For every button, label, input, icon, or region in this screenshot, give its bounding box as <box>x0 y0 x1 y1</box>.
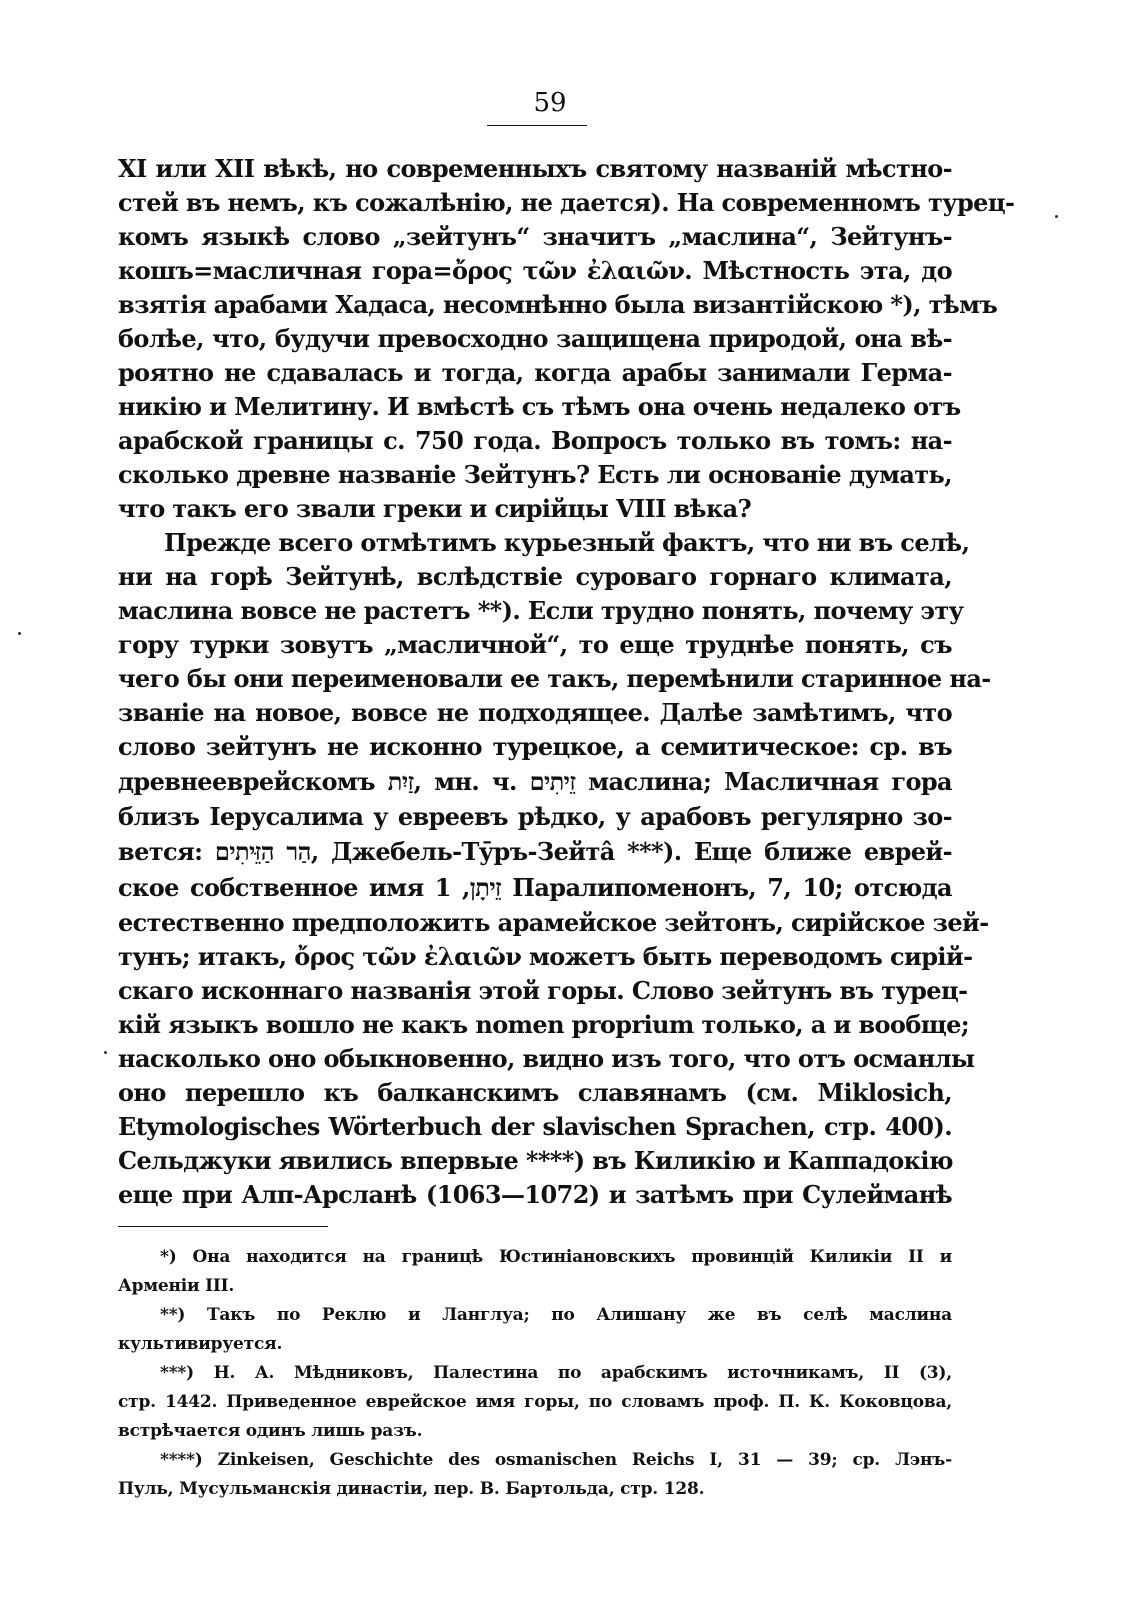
text-line: гору турки зовутъ „масличной“, то еще труднѣе понять, съ <box>118 630 952 659</box>
scan-speck <box>104 1051 107 1054</box>
text-line: чего бы они переименовали ее такъ, перемѣнили старинное на- <box>118 664 991 693</box>
text-line: насколько оно обыкновенно, видно изъ того, что отъ османлы <box>118 1044 975 1073</box>
scan-speck <box>18 632 21 635</box>
text-line: комъ языкѣ слово „зейтунъ“ значитъ „маслина“, Зейтунъ- <box>118 222 952 251</box>
text-line: маслина вовсе не растетъ **). Если трудно понять, почему эту <box>118 596 964 625</box>
page-number: 59 <box>533 88 567 118</box>
text-line-hebrew: вется: הַר הַזֵּיתִים, Джебель-Тӯръ-Зейтâ ***). Еще ближе еврей- <box>118 837 952 866</box>
footnote-3: ***) Н. А. Мѣдниковъ, Палестина по арабскимъ источникамъ, II (3), <box>160 1363 952 1383</box>
paragraph-end-line: что такъ его звали греки и сирійцы VIII вѣка? <box>118 494 752 523</box>
text-line: XI или XII вѣкѣ, но современныхъ святому названій мѣстно- <box>118 154 952 183</box>
text-line: роятно не сдавалась и тогда, когда арабы занимали Герма- <box>118 358 952 387</box>
footnote-3-cont: встрѣчается одинъ лишь разъ. <box>118 1421 423 1441</box>
footnote-3-cont: стр. 1442. Приведенное еврейское имя горы, по словамъ проф. П. К. Коковцова, <box>118 1392 952 1412</box>
text-line: оно перешло къ балканскимъ славянамъ (см. Miklosich, <box>118 1078 952 1107</box>
text-line: кій языкъ вошло не какъ nomen proprium только, а и вообще; <box>118 1010 970 1039</box>
scan-speck <box>1055 215 1058 218</box>
text-line-hebrew: ское собственное имя זֵיתָן, 1 Паралипоменонъ, 7, 10; отсюда <box>118 873 952 902</box>
text-line: естественно предположить арамейское зейтонъ, сирійское зей- <box>118 908 989 937</box>
text-line: болѣе, что, будучи превосходно защищена природой, она вѣ- <box>118 324 952 353</box>
text-line: близъ Іерусалима у евреевъ рѣдко, у арабовъ регулярно зо- <box>118 802 952 831</box>
text-line: скаго исконнаго названія этой горы. Слово зейтунъ въ турец- <box>118 976 968 1005</box>
text-line: кошъ=масличная гора=ὄρος τῶν ἐλαιῶν. Мѣстность эта, до <box>118 256 952 285</box>
footnote-1: *) Она находится на границѣ Юстиніановскихъ провинцій Киликіи II и <box>160 1247 952 1267</box>
text-line-hebrew: древнееврейскомъ זַיִת, мн. ч. זֵיתִים маслина; Масличная гора <box>118 767 952 796</box>
text-line: стей въ немъ, къ сожалѣнію, не дается). На современномъ турец- <box>118 188 1015 217</box>
text-line: слово зейтунъ не исконно турецкое, а семитическое: ср. въ <box>118 732 952 761</box>
text-line: Etymologisches Wörterbuch der slavischen Sprachen, стр. 400). <box>118 1112 952 1141</box>
footnote-4: ****) Zinkeisen, Geschichte des osmanischen Reichs I, 31 — 39; ср. Лэнъ- <box>160 1450 952 1470</box>
footnote-2: **) Такъ по Реклю и Ланглуа; по Алишану же въ селѣ маслина <box>160 1305 952 1325</box>
page-number-rule <box>487 125 587 126</box>
text-line: тунъ; итакъ, ὄρος τῶν ἐλαιῶν можетъ быть переводомъ сирій- <box>118 942 973 971</box>
text-line: сколько древне названіе Зейтунъ? Есть ли основаніе думать, <box>118 460 952 489</box>
text-line: никію и Мелитину. И вмѣстѣ съ тѣмъ она очень недалеко отъ <box>118 392 961 421</box>
text-line: еще при Алп-Арсланѣ (1063—1072) и затѣмъ при Сулейманѣ <box>118 1180 952 1209</box>
text-line: взятія арабами Хадаса, несомнѣнно была византійскою *), тѣмъ <box>118 290 998 319</box>
footnote-4-cont: Пуль, Мусульманскія династіи, пер. В. Бартольда, стр. 128. <box>118 1479 705 1499</box>
footnote-rule <box>118 1226 328 1227</box>
footnotes <box>118 1243 952 1504</box>
text-line: ни на горѣ Зейтунѣ, вслѣдствіе суроваго горнаго климата, <box>118 562 952 591</box>
paragraph-start-line: Прежде всего отмѣтимъ курьезный фактъ, что ни въ селѣ, <box>164 528 970 557</box>
footnote-2-cont: культивируется. <box>118 1334 283 1354</box>
text-line: Сельджуки явились впервые ****) въ Киликію и Каппадокію <box>118 1146 953 1175</box>
text-line: званіе на новое, вовсе не подходящее. Далѣе замѣтимъ, что <box>118 698 952 727</box>
footnote-1-cont: Арменіи III. <box>118 1276 235 1296</box>
main-text <box>118 152 1015 1212</box>
text-line: арабской границы с. 750 года. Вопросъ только въ томъ: на- <box>118 426 952 455</box>
